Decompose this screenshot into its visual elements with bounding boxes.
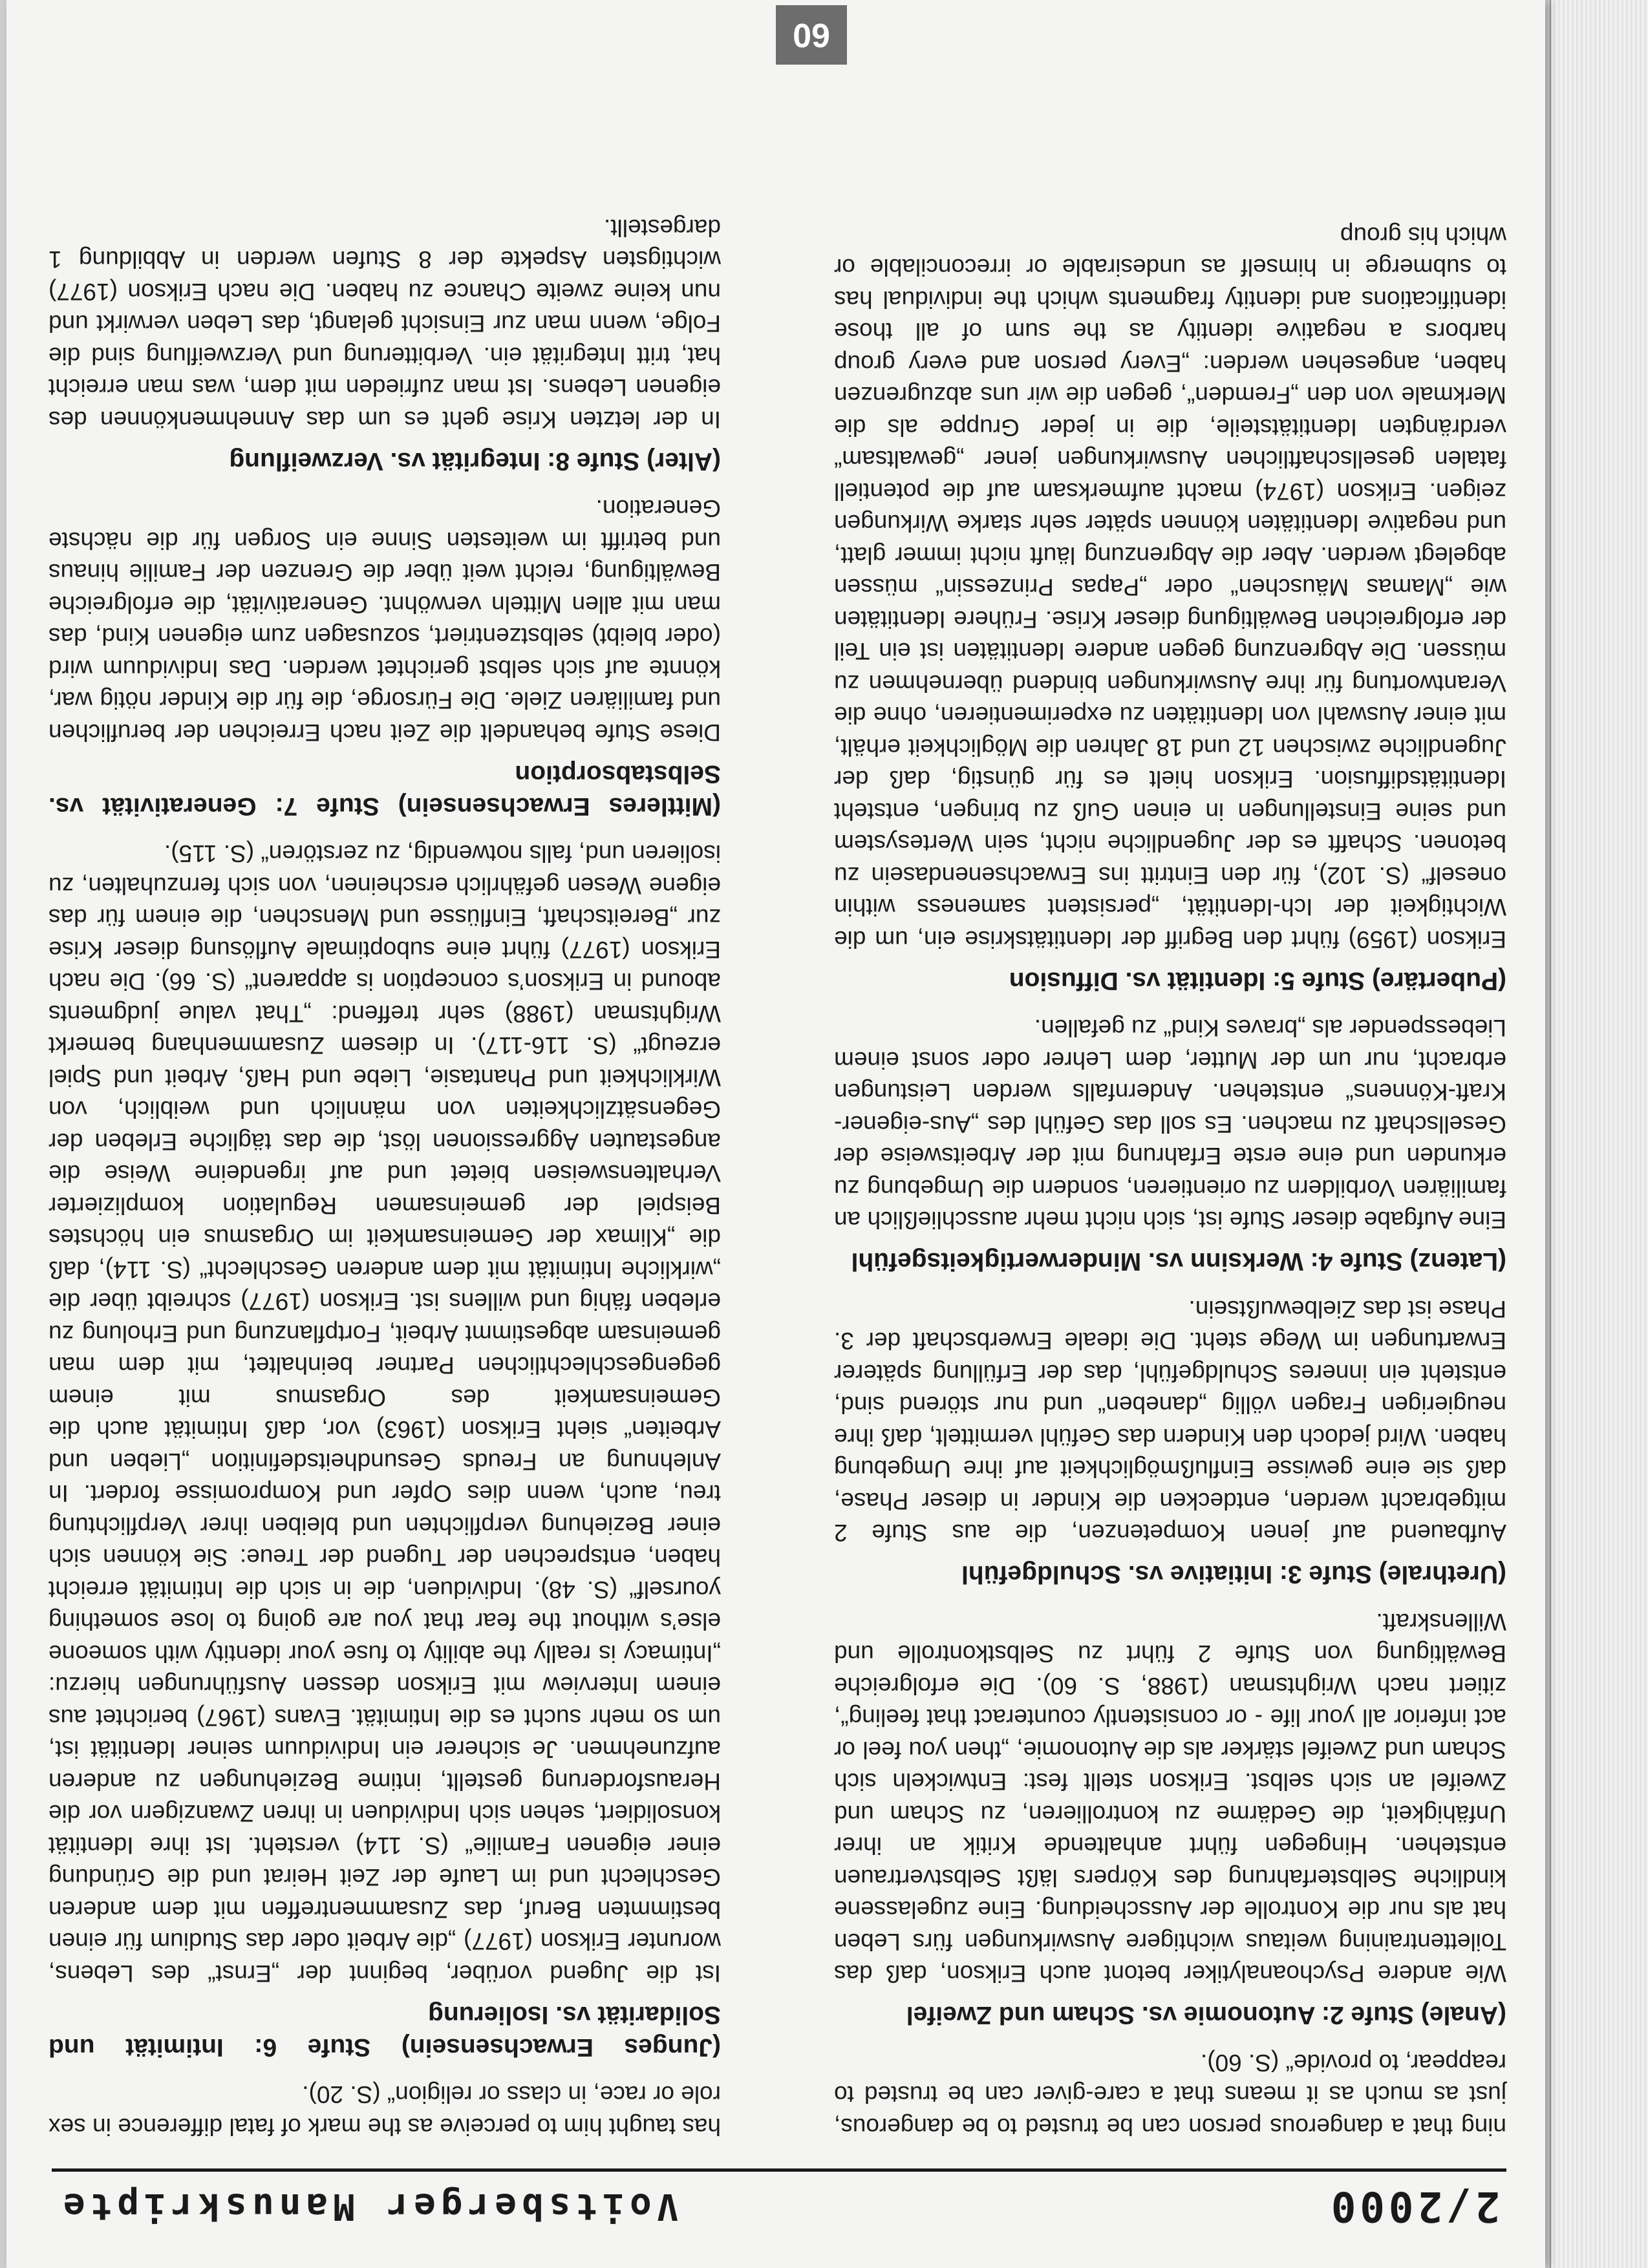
paragraph: Ist die Jugend vorüber, beginnt der „Ernst“ des Lebens, worunter Erikson (1977) „die Arbeit oder das Studium für einen bestimmten Beruf, das Zusammentreffen mit dem anderen Geschlecht und im Laufe der Zeit Heirat und die Gründung einer eigenen Familie“ (S. 114) versteht. Ist ihre Identität konsolidiert, sehen sich Individuen in ihren Zwanzigern vor die Herausforderung gestellt, intime Beziehungen zu anderen aufzunehmen. Je sicherer ein Individuum seiner Identität ist, um so mehr sucht es die Intimität. Evans (1967) berichtet aus einem Interview mit Erikson dessen Ausführungen hierzu: „Intimacy is really the ability to fuse your identity with someone else’s without the fear that you are going to lose something yourself“ (S. 48). Individuen, die in sich die Intimität erreicht haben, entsprechen der Tugend der Treue: Sie können sich einer Beziehung verpflichten und bleiben ihrer Verpflichtung treu, auch, wenn dies Opfer und Kompromisse fordert. In Anlehnung an Freuds Gesundheitsdefinition „Lieben und Arbeiten“ sieht Erikson (1963) vor, daß Intimität auch die Gemeinsamkeit des Orgasmus mit einem gegengeschlechtlichen Partner beinhaltet, mit dem man gemeinsam abgestimmt Arbeit, Fortpflanzung und Erholung zu erleben fähig und willens ist. Erikson (1977) schreibt über die „wirkliche Intimität mit dem anderen Geschlecht“ (S. 114), daß die „Klimax der Gemeinsamkeit im Orgasmus ein höchstes Beispiel der gemeinsamen Regulation komplizierter Verhaltensweisen bietet und auf irgendeine Weise die angestauten Aggressionen löst, die das tägliche Erleben der Gegensätzlichkeiten von männlich und weiblich, von Wirklichkeit und Phantasie, Liebe und Haß, Arbeit und Spiel erzeugt“ (S. 116-117). In diesem Zusammenhang bemerkt Wrightsman (1988) sehr treffend: „That value judgments abound in Erikson’s conception is apparent“ (S. 66). Die nach Erikson (1977) führt eine suboptimale Auflösung dieser Krise zur „Bereitschaft, Einflüsse und Menschen, die einem für das eigene Wesen gefährlich erscheinen, von sich fernzuhalten, zu isolieren und, falls notwendig, zu zerstören“ (S. 115). xyxy=(48,840,721,1987)
section-heading: (Latenz) Stufe 4: Werksinn vs. Minderwertigkeitsgefühl xyxy=(851,1247,1506,1276)
section-heading: (Alter) Stufe 8: Integrität vs. Verzweiflung xyxy=(229,447,721,475)
section-heading: (Urethrale) Stufe 3: Initiative vs. Schuldgefühl xyxy=(961,1560,1506,1589)
page-edge-stack xyxy=(1550,0,1648,2268)
journal-title: Voitsberger Manuskripte xyxy=(58,2185,679,2227)
paragraph: Eine Aufgabe dieser Stufe ist, sich nicht mehr ausschließlich an familiären Vorbildern zu orientieren, sondern die Umgebung zu erkunden und eine erste Erfahrung mit der Arbeitsweise der Gesellschaft zu machen. Es soll das Gefühl des „Aus-eigener-Kraft-Könnens“ entstehen. Andernfalls werden Leistungen erbracht, nur um der Mutter, dem Lehrer oder sonst einem Liebesspender als „braves Kind“ zu gefallen. xyxy=(834,1015,1506,1234)
section-heading: (Pubertäre) Stufe 5: Identität vs. Diffusion xyxy=(1009,967,1506,995)
section-heading: (Junges Erwachsensein) Stufe 6: Intimität und Solidarität vs. Isolierung xyxy=(48,2001,721,2061)
paragraph: Wie andere Psychoanalytiker betont auch Erikson, daß das Toilettentraining weitaus wichtigere Auswirkungen fürs Leben hat als nur die Kontrolle der Ausscheidung. Eine zugelassene kindliche Selbsterfahrung des Körpers läßt Selbstvertrauen entstehen. Hingegen führt anhaltende Kritik an ihrer Unfähigkeit, die Gedärme zu kontrollieren, zu Scham und Zweifel an sich selbst. Erikson stellt fest: Entwickeln sich Scham und Zweifel stärker als die Autonomie, „then you feel or act inferior all your life - or consistently counteract that feeling“, zitiert nach Wrightsman (1988, S. 60). Die erfolgreiche Bewältigung von Stufe 2 führt zu Selbstkontrolle und Willenskraft. xyxy=(834,1609,1506,1987)
issue-number: 2/2000 xyxy=(1327,2182,1500,2230)
book-page xyxy=(6,0,1545,2268)
page-number-tab: 60 xyxy=(776,5,847,65)
section-heading: (Mittleres Erwachsensein) Stufe 7: Generativität vs. Selbstabsorption xyxy=(48,760,721,820)
section-heading: (Anale) Stufe 2: Autonomie vs. Scham und Zweifel xyxy=(906,2001,1506,2030)
paragraph: In der letzten Krise geht es um das Annehmenkönnen des eigenen Lebens. Ist man zufrieden mit dem, was man erreicht hat, tritt Integrität ein. Verbitterung und Verzweiflung sind die Folge, wenn man zur Einsicht gelangt, das Leben verwirkt und nun keine zweite Chance zu haben. Die nach Erikson (1977) wichtigsten Aspekte der 8 Stufen werden in Abbildung 1 dargestellt. xyxy=(48,215,721,433)
paragraph: has taught him to perceive as the mark of fatal difference in sex role or race, in class or religion“ (S. 20). xyxy=(48,2081,721,2140)
left-column xyxy=(834,87,1506,2143)
paragraph: Diese Stufe behandelt die Zeit nach Erreichen der beruflichen und familiären Ziele. Die Fürsorge, die für die Kinder nötig war, könnte auf sich selbst gerichtet werden. Das Individuum wird (oder bleibt) selbstzentriert, sozusagen zum eigenen Kind, das man mit allen Mitteln verwöhnt. Generativität, die erfolgreiche Bewältigung, reicht weit über die Grenzen der Familie hinaus und betrifft im weitesten Sinne ein Sorgen für die nächste Generation. xyxy=(48,495,721,746)
running-header xyxy=(52,2168,1506,2243)
paragraph: Aufbauend auf jenen Kompetenzen, die aus Stufe 2 mitgebracht werden, entdecken die Kinder in dieser Phase, daß sie eine gewisse Einflußmöglichkeit auf ihre Umgebung haben. Wird jedoch den Kindern das Gefühl vermittelt, daß ihre neugierigen Fragen völlig „daneben“ und nur störend sind, entsteht ein inneres Schuldgefühl, das der Erfüllung späterer Erwartungen im Wege steht. Die ideale Erwerbschaft der 3. Phase ist das Zielbewußtsein. xyxy=(834,1296,1506,1547)
paragraph: ning that a dangerous person can be trusted to be dangerous, just as much as it means that a care-giver can be trusted to reappear, to provide“ (S. 60). xyxy=(834,2050,1506,2140)
rotated-page-content xyxy=(26,13,1532,2256)
paragraph: Erikson (1959) führt den Begriff der Identitätskrise ein, um die Wichtigkeit der Ich-Identität, „persistent sameness within oneself“ (S. 102), für den Eintritt ins Erwachsenendasein zu betonen. Schafft es der Jugendliche nicht, sein Wertesystem und seine Einstellungen in einen Guß zu bringen, entsteht Identitätsdiffusion. Erikson hielt es für günstig, daß der Jugendliche zwischen 12 und 18 Jahren die Möglichkeit erhält, mit einer Auswahl von Identitäten zu experimentieren, ohne die Verantwortung für ihre Auswirkungen bindend übernehmen zu müssen. Die Abgrenzung gegen andere Identitäten ist ein Teil der erfolgreichen Bewältigung dieser Krise. Frühere Identitäten wie „Mamas Mäuschen“ oder „Papas Prinzessin“ müssen abgelegt werden. Aber die Abgrenzung läuft nicht immer glatt, und negative Identitäten können später sehr starke Wirkungen zeigen. Erikson (1974) macht aufmerksam auf die potentiell fatalen gesellschaftlichen Auswirkungen jener „gewaltsam“ verdrängten Identitätsteile, die in jeder Gruppe als die Merkmale von den „Fremden“, gegen die wir uns abzugrenzen haben, angesehen werden: „Every person and every group harbors a negative identity as the sum of all those identifications and identity fragments which the individual has to submerge in himself as undesirable or irreconcilable or which his group xyxy=(834,222,1506,953)
right-column xyxy=(48,87,721,2143)
